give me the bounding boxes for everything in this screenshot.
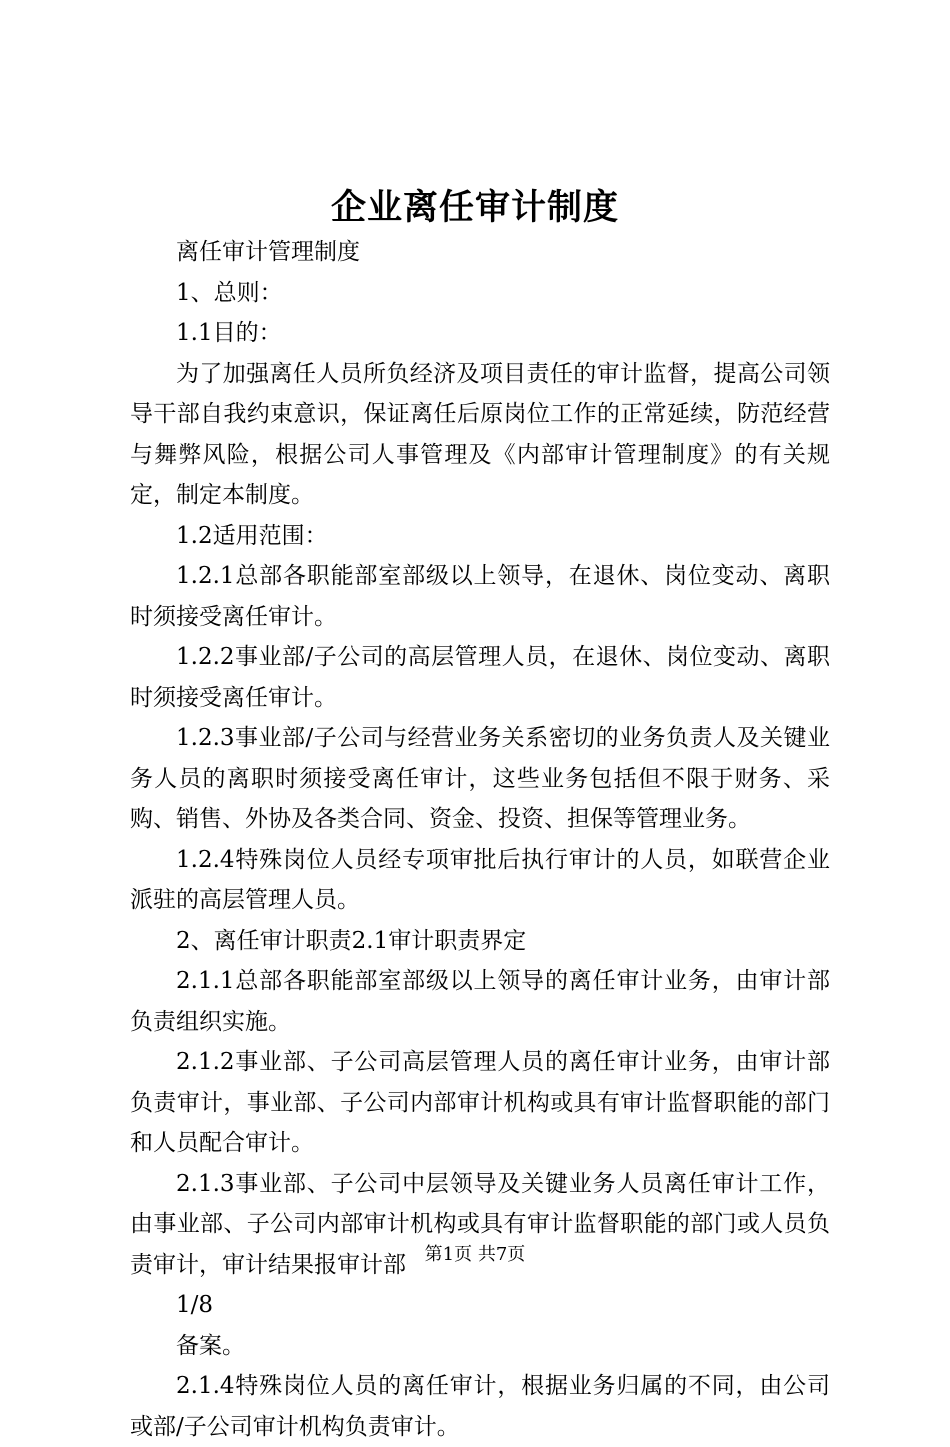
- document-title: 企业离任审计制度: [330, 187, 619, 228]
- paragraph: 备案。: [176, 1332, 245, 1359]
- paragraph: 1.2.4特殊岗位人员经专项审批后执行审计的人员，如联营企业派驻的高层管理人员。: [130, 846, 830, 913]
- paragraph: 1.2.1总部各职能部室部级以上领导，在退休、岗位变动、离职时须接受离任审计。: [130, 563, 830, 630]
- page-footer: 第1页 共7页: [424, 1244, 526, 1265]
- paragraph: 2.1.2事业部、子公司高层管理人员的离任审计业务，由审计部负责审计，事业部、子公司内部审计机构或具有审计监督职能的部门和人员配合审计。: [130, 1049, 830, 1156]
- paragraph: 2.1.4特殊岗位人员的离任审计，根据业务归属的不同，由公司或部/子公司审计机构负责审计。: [130, 1373, 830, 1440]
- paragraph: 1.2.2事业部/子公司的高层管理人员，在退休、岗位变动、离职时须接受离任审计。: [130, 644, 830, 711]
- paragraph: 2、离任审计职责2.1审计职责界定: [176, 927, 527, 954]
- paragraph: 2.1.3事业部、子公司中层领导及关键业务人员离任审计工作，由事业部、子公司内部审计机构或具有审计监督职能的部门或人员负责审计，审计结果报审计部: [130, 1170, 830, 1278]
- paragraph: 1.1目的：: [176, 320, 282, 346]
- paragraph: 1.2适用范围：: [176, 522, 328, 549]
- paragraph: 离任审计管理制度: [176, 239, 360, 265]
- paragraph: 1.2.3事业部/子公司与经营业务关系密切的业务负责人及关键业务人员的离职时须接受离任审计，这些业务包括但不限于财务、采购、销售、外协及各类合同、资金、投资、担保等管理业务。: [130, 725, 830, 832]
- paragraph: 1、总则：: [176, 279, 283, 306]
- paragraph: 为了加强离任人员所负经济及项目责任的审计监督，提高公司领导干部自我约束意识，保证离任后原岗位工作的正常延续，防范经营与舞弊风险，根据公司人事管理及《内部审计管理制度》的有关规定，制定本制度。: [130, 360, 830, 508]
- inline-page-marker: 1/8: [176, 1292, 214, 1318]
- paragraph: 2.1.1总部各职能部室部级以上领导的离任审计业务，由审计部负责组织实施。: [130, 968, 830, 1035]
